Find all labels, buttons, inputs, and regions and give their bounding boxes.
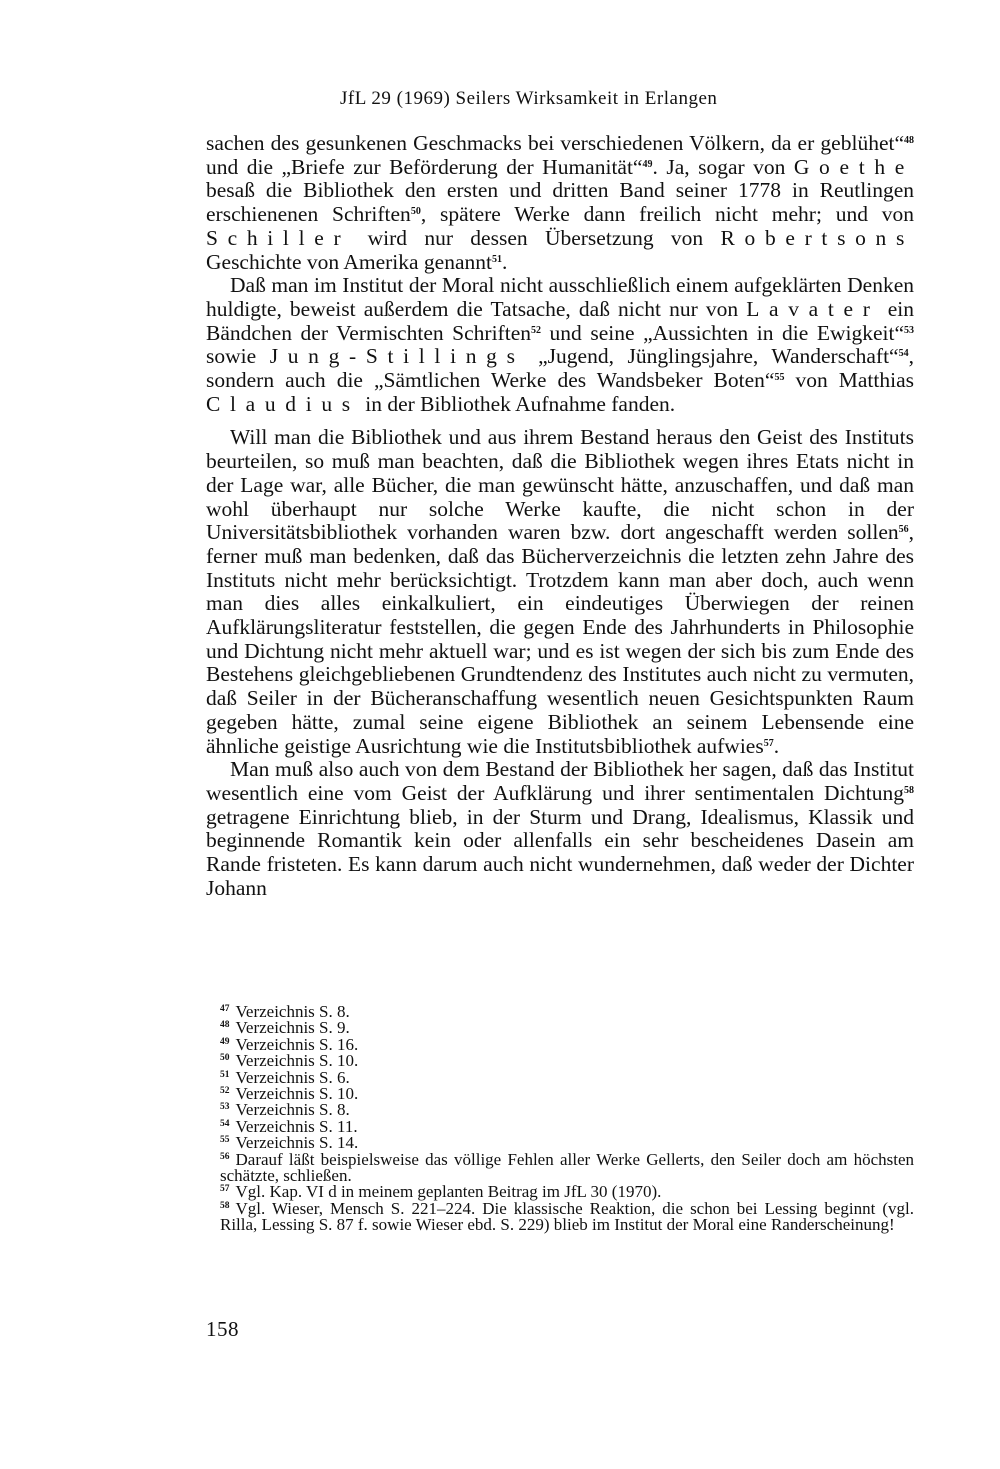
running-head: JfL 29 (1969) Seilers Wirksamkeit in Erlangen: [340, 88, 718, 109]
text-run: „Jugend, Jünglingsjahre, Wanderschaft“: [524, 344, 899, 369]
footnote-58: [220, 1198, 914, 1235]
text-run: .: [501, 249, 508, 274]
footnote-number: 49: [220, 1036, 230, 1047]
text-run: besaß die Bibliothek den ersten und dritten Band seiner 1778 in Reutlingen erschienenen Schriften: [206, 178, 914, 227]
footnote-ref: 49: [642, 158, 653, 170]
footnote-text: Verzeichnis S. 16.: [235, 1034, 359, 1054]
footnote-text: Verzeichnis S. 11.: [235, 1116, 358, 1136]
paragraph-1: [206, 132, 914, 274]
footnote-ref: 54: [898, 348, 909, 360]
footnote-number: 50: [220, 1053, 230, 1064]
text-run: Daß man im Institut der Moral nicht ausschließlich einem aufgeklärten Denken huldigte, beweist außerdem die Tatsache, daß nicht nur von: [206, 273, 914, 321]
footnote-ref: 52: [530, 324, 541, 336]
text-run: . Ja, sogar von: [652, 154, 794, 179]
footnote-ref: 53: [904, 324, 914, 336]
footnote-text: Vgl. Wieser, Mensch S. 221–224. Die klassische Reaktion, die schon bei Lessing beginnt (vgl. Rilla, Lessing S. 87 f. sowie Wieser ebd. S. 229) blieb im Institut der Moral eine Randerscheinung!: [220, 1198, 914, 1235]
spaced-name: Claudius: [206, 391, 360, 416]
paragraph-3: [206, 426, 914, 758]
footnote-number: 47: [220, 1004, 230, 1014]
spaced-name: Lavater: [746, 296, 880, 321]
footnote-number: 58: [220, 1200, 230, 1211]
text-run: Will man die Bibliothek und aus ihrem Bestand heraus den Geist des Instituts beurteilen, so muß man beachten, daß die Bibliothek wegen ihres Etats nicht in der Lage war, alle Bücher, die man gewünscht hätte, anzuschaffen, und daß man wohl überhaupt nur solche Werke kaufte, die nicht schon in der Universitätsbibliothek vorhanden waren bzw. dort angeschafft werden sollen: [206, 425, 914, 545]
spaced-name: Goethe: [793, 154, 914, 179]
footnote-56: [220, 1149, 914, 1186]
spaced-name: Schiller: [206, 225, 351, 250]
text-run: , ferner muß man bedenken, daß das Bücherverzeichnis die letzten zehn Jahre des Instituts nicht mehr berücksichtigt. Trotzdem kann man aber doch, auch wenn man dies alles einkalkuliert, ein eindeutiges Überwiegen der reinen Aufklärungsliteratur feststellen, die gegen Ende des Jahrhunderts in Philosophie und Dichtung nicht mehr aktuell war; und es ist wegen der sich bis zum Ende des Bestehens gleichgebliebenen Grundtendenz des Institutes auch nicht zu vermuten, daß Seiler in der Bücheranschaffung wesentlich neuen Gesichtspunkten Raum gegeben hätte, zumal seine eigene Bibliothek an seinem Lebensende eine ähnliche geistige Ausrichtung wie die Institutsbibliothek aufwies: [206, 520, 914, 758]
paragraph-2: [206, 274, 914, 416]
text-run: getragene Einrichtung blieb, in der Sturm und Drang, Idealismus, Klassik und beginnende Romantik kein oder allenfalls ein sehr bescheidenes Dasein am Rande fristeten. Es kann darum auch nicht wundernehmen, daß weder der Dichter Johann: [206, 804, 914, 900]
footnote-number: 57: [220, 1184, 230, 1195]
footnote-ref: 48: [904, 135, 914, 146]
text-run: sowie: [206, 344, 270, 369]
footnote-text: Verzeichnis S. 10.: [235, 1084, 359, 1104]
footnote-number: 54: [220, 1118, 230, 1129]
spaced-name: Robertsons: [720, 225, 914, 250]
footnote-number: 52: [220, 1086, 230, 1097]
text-run: Man muß also auch von dem Bestand der Bibliothek her sagen, daß das Institut wesentlich eine vom Geist der Aufklärung und ihrer sentimentalen Dichtung: [206, 757, 914, 805]
footnote-ref: 58: [904, 784, 914, 796]
footnote-text: Verzeichnis S. 14.: [235, 1133, 359, 1153]
footnote-number: 56: [220, 1151, 230, 1162]
footnote-ref: 55: [774, 372, 785, 384]
footnote-text: Verzeichnis S. 8.: [235, 1002, 350, 1021]
footnote-text: Verzeichnis S. 10.: [235, 1051, 359, 1071]
text-run: , sondern auch die „Sämtlichen Werke des Wandsbeker Boten“: [206, 344, 914, 393]
text-run: in der Bibliothek Aufnahme fanden.: [359, 391, 676, 416]
text-run: Geschichte von Amerika genannt: [206, 249, 492, 274]
footnote-ref: 56: [898, 524, 909, 536]
footnotes: [220, 1004, 914, 1234]
text-run: von Matthias: [784, 368, 914, 393]
text-run: .: [773, 733, 780, 758]
page-number: 158: [206, 1317, 239, 1341]
text-run: ein Bändchen der Vermischten Schriften: [206, 296, 914, 345]
footnote-text: Darauf läßt beispielsweise das völlige Fehlen aller Werke Gellerts, den Seiler doch am höchsten schätzte, schließen.: [220, 1149, 914, 1186]
text-run: sachen des gesunkenen Geschmacks bei verschiedenen Völkern, da er geblühet“: [206, 131, 904, 155]
footnote-text: Verzeichnis S. 6.: [235, 1067, 350, 1087]
paragraph-4: [206, 758, 914, 900]
text-run: und seine „Aussichten in die Ewigkeit“: [540, 320, 904, 345]
footnote-text: Vgl. Kap. VI d in meinem geplanten Beitrag im JfL 30 (1970).: [235, 1182, 662, 1202]
footnote-ref: 50: [410, 206, 421, 218]
footnote-number: 51: [220, 1069, 230, 1080]
footnote-number: 55: [220, 1135, 230, 1146]
footnote-ref: 51: [491, 253, 502, 265]
body-text: [206, 132, 914, 901]
spaced-name: Jung-Stillings: [269, 344, 525, 369]
footnote-text: Verzeichnis S. 9.: [235, 1018, 350, 1038]
text-run: und die „Briefe zur Beförderung der Humanität“: [206, 154, 643, 179]
footnote-number: 48: [220, 1020, 230, 1031]
footnote-number: 53: [220, 1102, 230, 1113]
footnote-text: Verzeichnis S. 8.: [235, 1100, 350, 1120]
text-run: , spätere Werke dann freilich nicht mehr; und von: [420, 202, 914, 227]
text-run: wird nur dessen Übersetzung von: [350, 225, 721, 250]
footnote-ref: 57: [763, 737, 774, 749]
